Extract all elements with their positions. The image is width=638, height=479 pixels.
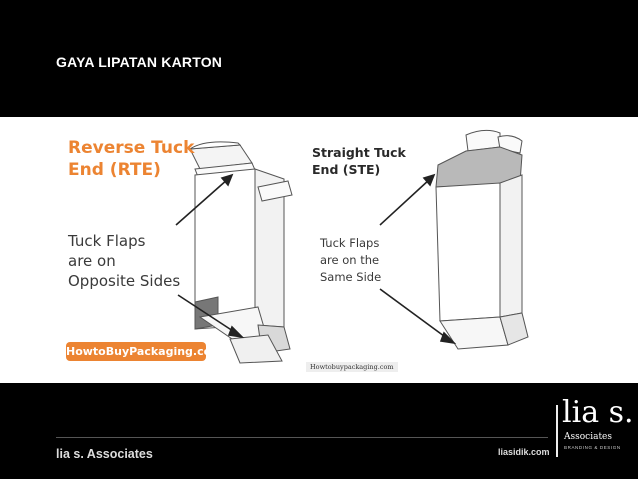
rte-source-badge: HowtoBuyPackaging.com [66, 342, 206, 361]
footer-divider [56, 437, 548, 438]
rte-tuck-line-2: are on [68, 252, 116, 270]
rte-title [68, 137, 208, 181]
logo-name: lia s. [562, 395, 634, 430]
rte-tuck-note [68, 231, 198, 291]
ste-tuck-line-3: Same Side [320, 270, 382, 284]
ste-title-line-1: Straight Tuck [312, 145, 406, 160]
carton-figure [0, 117, 638, 383]
ste-title-line-2: End (STE) [312, 162, 381, 177]
ste-source-credit: Howtobuypackaging.com [306, 362, 398, 372]
ste-tuck-note [320, 235, 420, 286]
logo-bar [556, 405, 558, 457]
ste-title [312, 144, 412, 178]
ste-tuck-line-2: are on the [320, 253, 380, 267]
ste-box-drawing [436, 130, 528, 349]
slide-title: GAYA LIPATAN KARTON [56, 54, 223, 70]
logo-subtitle: Associates [564, 432, 613, 442]
logo-tagline: BRANDING & DESIGN [564, 445, 621, 450]
rte-tuck-line-3: Opposite Sides [68, 272, 181, 290]
footer-website: liasidik.com [498, 447, 550, 457]
rte-title-line-2: End (RTE) [68, 160, 161, 180]
rte-tuck-line-1: Tuck Flaps [68, 232, 146, 250]
footer-company: lia s. Associates [56, 447, 153, 461]
rte-title-line-1: Reverse Tuck [68, 138, 195, 158]
ste-tuck-line-1: Tuck Flaps [320, 236, 380, 250]
